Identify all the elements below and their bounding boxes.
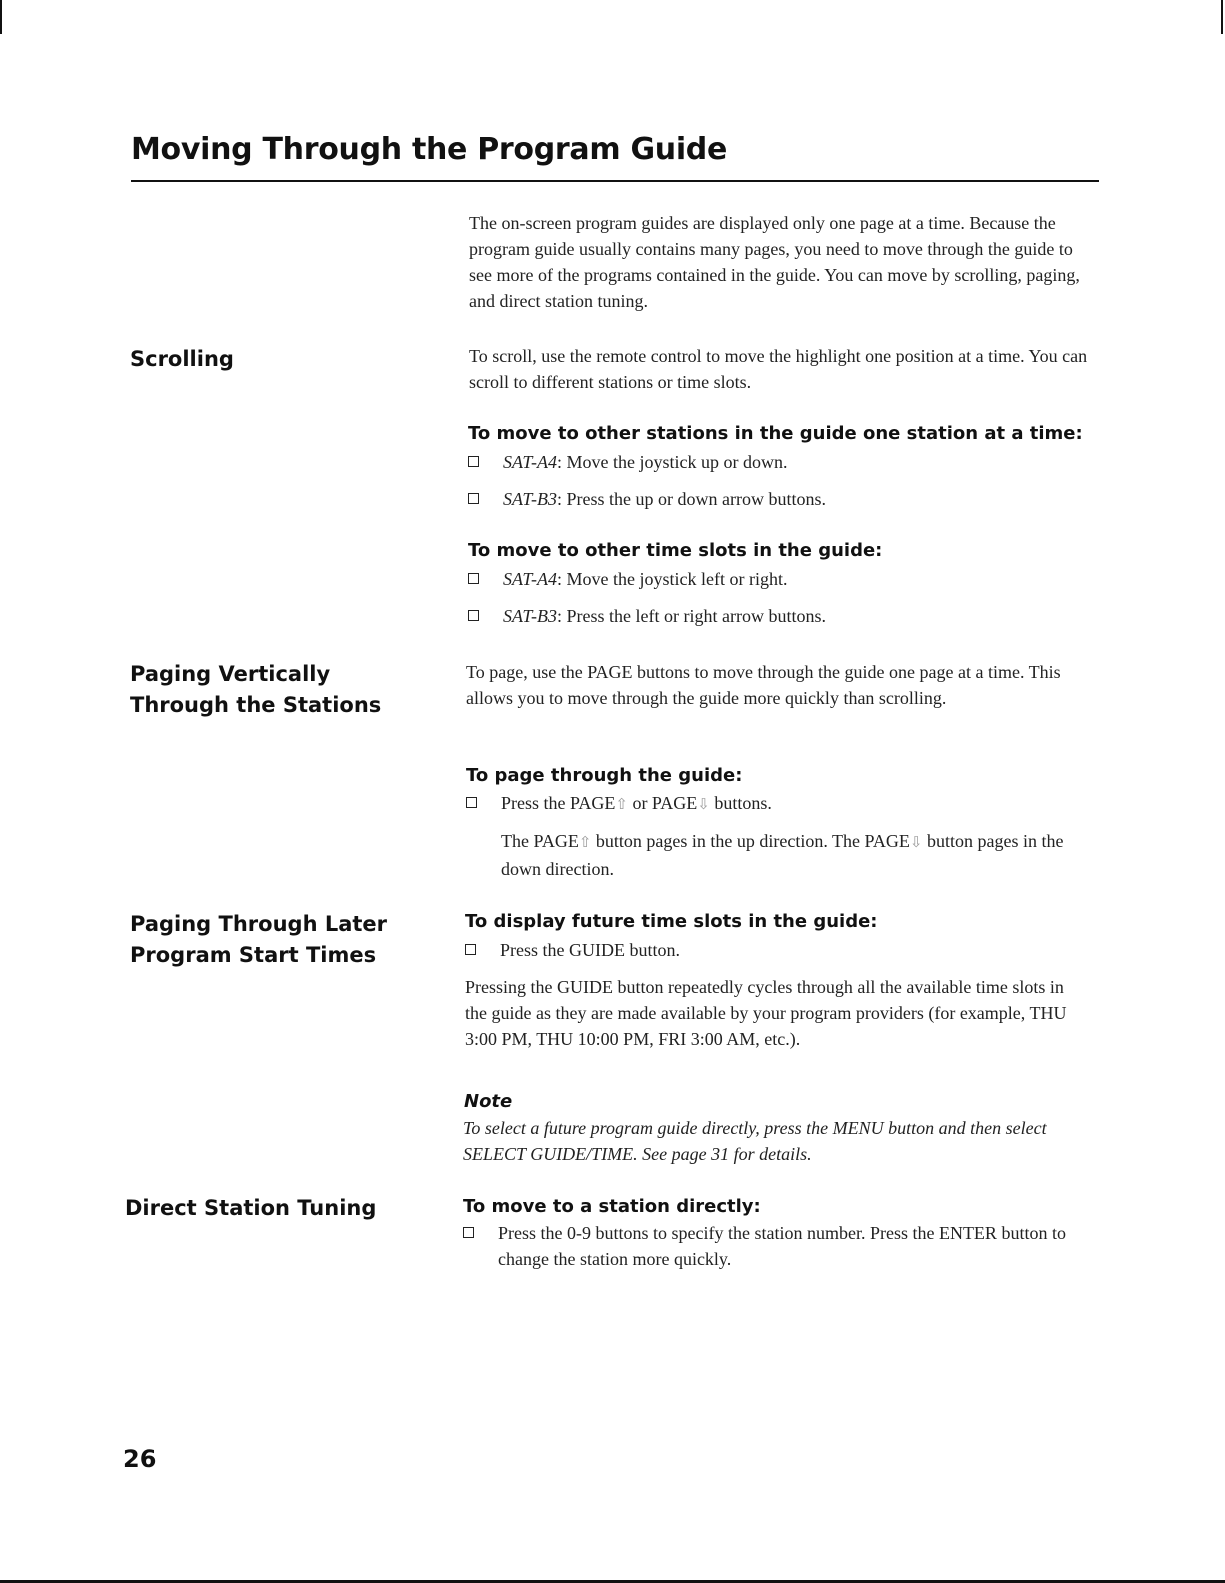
checkbox-bullet-icon (468, 610, 479, 621)
note-text: To select a future program guide directly, press the MENU button and then select SELECT GUIDE/TIME. See page 31 for details. (463, 1118, 1047, 1164)
checkbox-bullet-icon (468, 456, 479, 467)
intro-paragraph: The on-screen program guides are displayed only one page at a time. Because the program guide usually contains many pages, you need to move through the guide to see more of the programs contained in the guide. You can move by scrolling, paging, and direct station tuning. (469, 213, 1080, 311)
paging-vertical-paragraph: To page, use the PAGE buttons to move through the guide one page at a time. This allows you to move through the guide more quickly than scrolling. (466, 662, 1061, 708)
checkbox-bullet-icon (463, 1227, 474, 1238)
page-direction-detail: The PAGE⇧ button pages in the up direction. The PAGE⇩ button pages in the down direction. (501, 831, 1064, 879)
page-up-arrow-icon: ⇧ (578, 835, 592, 851)
guide-button-paragraph: Pressing the GUIDE button repeatedly cycles through all the available time slots in the guide as they are made available by your program providers (for example, THU 3:00 PM, THU 10:00 PM, FRI 3:00 AM, etc.). (465, 977, 1067, 1049)
direct-tuning-heading: Direct Station Tuning (125, 1196, 377, 1220)
checkbox-bullet-icon (465, 944, 476, 955)
list-item: Press the 0-9 buttons to specify the station number. Press the ENTER button to change the station more quickly. (463, 1220, 1068, 1272)
list-item: Press the PAGE⇧ or PAGE⇩ buttons. (466, 790, 772, 818)
scrolling-paragraph: To scroll, use the remote control to move the highlight one position at a time. You can scroll to different stations or time slots. (469, 346, 1088, 392)
checkbox-bullet-icon (468, 493, 479, 504)
list-item: Press the GUIDE button. (465, 937, 680, 963)
timeslots-subheading: To move to other time slots in the guide: (468, 540, 883, 561)
page-down-arrow-icon: ⇩ (909, 835, 923, 851)
crop-mark-top-right (1221, 0, 1223, 34)
list-item: SAT-B3: Press the left or right arrow buttons. (468, 603, 826, 629)
title-rule (131, 180, 1099, 182)
page-through-subheading: To page through the guide: (466, 765, 743, 786)
scrolling-heading: Scrolling (130, 347, 234, 371)
list-item: SAT-A4: Move the joystick up or down. (468, 449, 787, 475)
page-title: Moving Through the Program Guide (131, 132, 728, 167)
list-item: SAT-B3: Press the up or down arrow buttons. (468, 486, 826, 512)
checkbox-bullet-icon (468, 573, 479, 584)
direct-tuning-subheading: To move to a station directly: (463, 1196, 761, 1217)
future-slots-subheading: To display future time slots in the guide: (465, 911, 878, 932)
page-up-arrow-icon: ⇧ (615, 797, 628, 813)
stations-subheading: To move to other stations in the guide one station at a time: (468, 423, 1083, 444)
checkbox-bullet-icon (466, 797, 477, 808)
crop-mark-top-left (0, 0, 2, 34)
page-number: 26 (123, 1445, 157, 1473)
list-item: SAT-A4: Move the joystick left or right. (468, 566, 787, 592)
paging-vertical-heading: Paging Vertically Through the Stations (130, 662, 382, 717)
note-label: Note (464, 1091, 513, 1112)
page-down-arrow-icon: ⇩ (697, 797, 710, 813)
paging-later-heading: Paging Through Later Program Start Times (130, 912, 388, 967)
